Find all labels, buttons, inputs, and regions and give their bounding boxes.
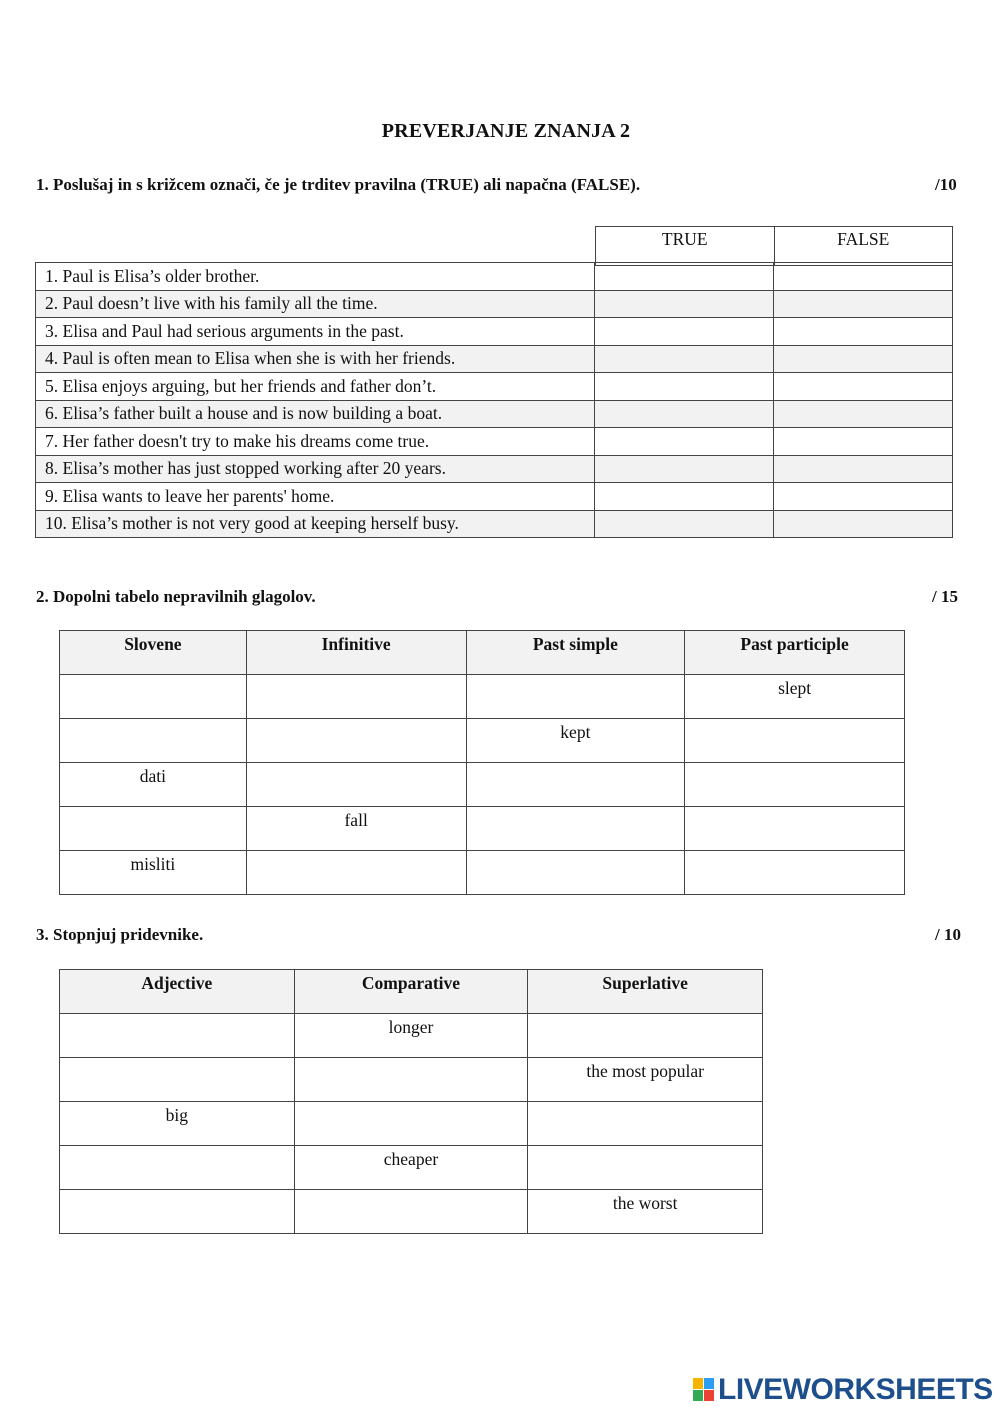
task3-instruction: 3. Stopnjuj pridevnike. <box>36 925 204 944</box>
table-row <box>60 1146 763 1190</box>
statement-text: 8. Elisa’s mother has just stopped working after 20 years. <box>36 455 595 483</box>
statement-row <box>36 290 953 318</box>
past-simple-answer-cell[interactable] <box>466 675 685 719</box>
slovene-answer-cell[interactable] <box>60 807 247 851</box>
statement-text: 7. Her father doesn't try to make his dreams come true. <box>36 428 595 456</box>
true-answer-cell[interactable] <box>595 345 774 373</box>
infinitive-given-cell: fall <box>246 807 466 851</box>
slovene-answer-cell[interactable] <box>60 675 247 719</box>
adjective-header: Adjective <box>60 970 295 1014</box>
superlative-answer-cell[interactable] <box>528 1146 763 1190</box>
statement-text: 10. Elisa’s mother is not very good at keeping herself busy. <box>36 510 595 538</box>
true-answer-cell[interactable] <box>595 373 774 401</box>
adjectives-table <box>59 969 763 1234</box>
statement-row <box>36 510 953 538</box>
superlative-header: Superlative <box>528 970 763 1014</box>
superlative-given-cell: the worst <box>528 1190 763 1234</box>
false-header: FALSE <box>774 227 953 266</box>
true-false-header <box>595 226 953 266</box>
statement-row <box>36 428 953 456</box>
true-header: TRUE <box>596 227 775 266</box>
table-row <box>60 851 905 895</box>
true-false-table <box>35 262 953 538</box>
adjective-answer-cell[interactable] <box>60 1190 295 1234</box>
statement-row <box>36 373 953 401</box>
table-row <box>60 1058 763 1102</box>
slovene-given-cell: misliti <box>60 851 247 895</box>
past-participle-answer-cell[interactable] <box>685 763 905 807</box>
true-answer-cell[interactable] <box>595 483 774 511</box>
false-answer-cell[interactable] <box>774 345 953 373</box>
past-participle-answer-cell[interactable] <box>685 719 905 763</box>
past-simple-answer-cell[interactable] <box>466 763 685 807</box>
past-simple-answer-cell[interactable] <box>466 807 685 851</box>
superlative-answer-cell[interactable] <box>528 1102 763 1146</box>
adjective-answer-cell[interactable] <box>60 1146 295 1190</box>
statement-text: 3. Elisa and Paul had serious arguments in the past. <box>36 318 595 346</box>
statement-text: 5. Elisa enjoys arguing, but her friends and father don’t. <box>36 373 595 401</box>
slovene-header: Slovene <box>60 631 247 675</box>
past-simple-given-cell: kept <box>466 719 685 763</box>
table-row <box>60 719 905 763</box>
statement-row <box>36 345 953 373</box>
comparative-given-cell: longer <box>294 1014 528 1058</box>
past-participle-header: Past participle <box>685 631 905 675</box>
comparative-answer-cell[interactable] <box>294 1058 528 1102</box>
true-answer-cell[interactable] <box>595 290 774 318</box>
statement-row <box>36 483 953 511</box>
slovene-given-cell: dati <box>60 763 247 807</box>
false-answer-cell[interactable] <box>774 318 953 346</box>
liveworksheets-logo <box>693 1374 993 1406</box>
table-row <box>60 1014 763 1058</box>
statement-text: 2. Paul doesn’t live with his family all the time. <box>36 290 595 318</box>
comparative-header: Comparative <box>294 970 528 1014</box>
false-answer-cell[interactable] <box>774 455 953 483</box>
liveworksheets-logo-icon <box>693 1378 715 1402</box>
comparative-given-cell: cheaper <box>294 1146 528 1190</box>
statement-row <box>36 263 953 291</box>
infinitive-header: Infinitive <box>246 631 466 675</box>
statement-row <box>36 318 953 346</box>
false-answer-cell[interactable] <box>774 373 953 401</box>
irregular-verbs-table <box>59 630 905 895</box>
true-answer-cell[interactable] <box>595 455 774 483</box>
task2-instruction: 2. Dopolni tabelo nepravilnih glagolov. <box>36 587 316 606</box>
false-answer-cell[interactable] <box>774 290 953 318</box>
statement-row <box>36 400 953 428</box>
task3-points: / 10 <box>935 925 961 944</box>
slovene-answer-cell[interactable] <box>60 719 247 763</box>
false-answer-cell[interactable] <box>774 510 953 538</box>
table-row <box>60 1102 763 1146</box>
infinitive-answer-cell[interactable] <box>246 719 466 763</box>
logo-text: LIVEWORKSHEETS <box>718 1373 993 1406</box>
adjective-given-cell: big <box>60 1102 295 1146</box>
false-answer-cell[interactable] <box>774 400 953 428</box>
adjective-answer-cell[interactable] <box>60 1058 295 1102</box>
infinitive-answer-cell[interactable] <box>246 763 466 807</box>
past-participle-answer-cell[interactable] <box>685 807 905 851</box>
comparative-answer-cell[interactable] <box>294 1102 528 1146</box>
adjective-answer-cell[interactable] <box>60 1014 295 1058</box>
table-row <box>60 763 905 807</box>
past-participle-answer-cell[interactable] <box>685 851 905 895</box>
page-title: PREVERJANJE ZNANJA 2 <box>381 120 631 142</box>
task2-points: / 15 <box>932 587 958 606</box>
statement-text: 9. Elisa wants to leave her parents' home. <box>36 483 595 511</box>
true-answer-cell[interactable] <box>595 263 774 291</box>
past-participle-given-cell: slept <box>685 675 905 719</box>
false-answer-cell[interactable] <box>774 428 953 456</box>
statement-text: 4. Paul is often mean to Elisa when she is with her friends. <box>36 345 595 373</box>
true-answer-cell[interactable] <box>595 510 774 538</box>
superlative-given-cell: the most popular <box>528 1058 763 1102</box>
infinitive-answer-cell[interactable] <box>246 675 466 719</box>
infinitive-answer-cell[interactable] <box>246 851 466 895</box>
statement-text: 1. Paul is Elisa’s older brother. <box>36 263 595 291</box>
true-answer-cell[interactable] <box>595 318 774 346</box>
true-answer-cell[interactable] <box>595 400 774 428</box>
past-simple-answer-cell[interactable] <box>466 851 685 895</box>
statement-text: 6. Elisa’s father built a house and is now building a boat. <box>36 400 595 428</box>
true-answer-cell[interactable] <box>595 428 774 456</box>
table-row <box>60 1190 763 1234</box>
comparative-answer-cell[interactable] <box>294 1190 528 1234</box>
false-answer-cell[interactable] <box>774 263 953 291</box>
false-answer-cell[interactable] <box>774 483 953 511</box>
table-row <box>60 807 905 851</box>
superlative-answer-cell[interactable] <box>528 1014 763 1058</box>
task1-points: /10 <box>935 175 957 194</box>
past-simple-header: Past simple <box>466 631 685 675</box>
task1-instruction: 1. Poslušaj in s križcem označi, če je trditev pravilna (TRUE) ali napačna (FALSE). <box>36 175 641 194</box>
table-row <box>60 675 905 719</box>
statement-row <box>36 455 953 483</box>
